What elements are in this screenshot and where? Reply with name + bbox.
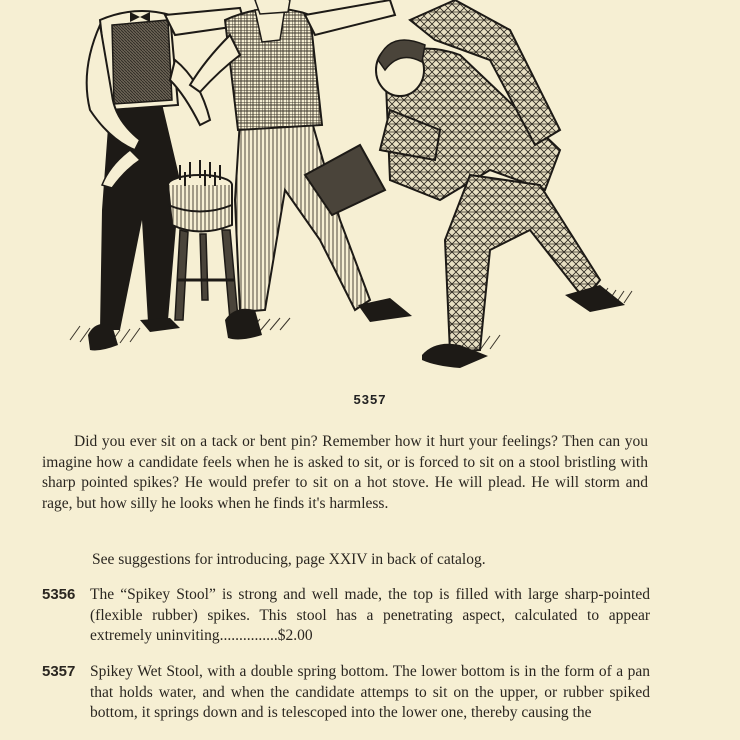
figure-number: 5357 <box>353 392 387 407</box>
item-description-text: Spikey Wet Stool, with a double spring bottom. The lower bottom is in the form of a pan that holds water, and when the candidate attemps to sit on the upper, or rubber spiked bottom, it springs down and is telescoped into the lower one, thereby causing the <box>90 663 650 721</box>
right-man-figure <box>305 0 625 368</box>
item-description-text: The “Spikey Stool” is strong and well made, the top is filled with large sharp-pointed (flexible rubber) spikes. This stool has a penetrating aspect, calculated to appear extremely uninviting <box>90 586 650 644</box>
item-number: 5357 <box>42 663 76 680</box>
spiked-stool <box>168 160 238 320</box>
item-description <box>90 585 650 647</box>
item-number: 5356 <box>42 586 76 603</box>
item-description <box>90 662 650 724</box>
intro-paragraph: Did you ever sit on a tack or bent pin? Remember how it hurt your feelings? Then can you imagine how a candidate feels when he is asked to sit, or is forced to sit on a stool bristling with sharp pointed spikes? He would prefer to sit on a hot stove. He will plead. He will storm and rage, but how silly he looks when he finds it's harmless. <box>42 433 648 512</box>
price-leader: ............... <box>219 627 278 644</box>
spikey-stool-illustration <box>40 0 660 380</box>
center-man-figure <box>190 0 412 339</box>
item-price: $2.00 <box>277 627 313 644</box>
suggestion-note: See suggestions for introducing, page XXIV in back of catalog. <box>92 551 486 568</box>
